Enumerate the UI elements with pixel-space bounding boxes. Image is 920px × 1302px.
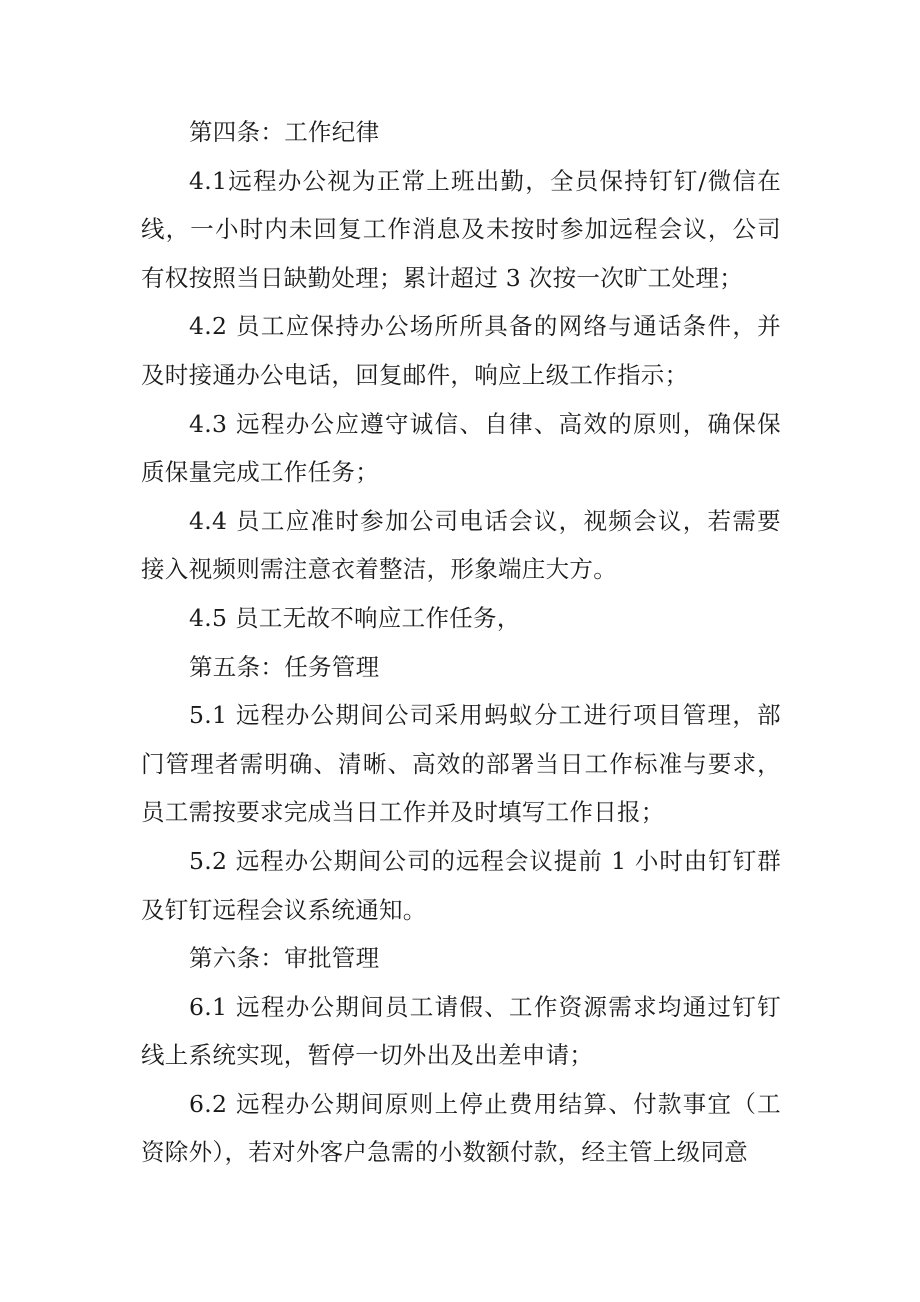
section-heading-6: 第六条：审批管理: [189, 944, 380, 973]
section-heading-4: 第四条：工作纪律: [189, 118, 380, 146]
document-body: [141, 108, 781, 1177]
paragraph-6-2: 6.2 远程办公期间原则上停止费用结算、付款事宜（工资除外），若对外客户急需的小数额付款，经主管上级同意: [141, 1089, 781, 1167]
paragraph-4-5: 4.5 员工无故不响应工作任务，: [189, 603, 521, 632]
paragraph-5-1: 5.1 远程办公期间公司采用蚂蚁分工进行项目管理，部门管理者需明确、清晰、高效的部署当日工作标准与要求，员工需按要求完成当日工作并及时填写工作日报；: [141, 701, 781, 827]
paragraph-4-2: 4.2 员工应保持办公场所所具备的网络与通话条件，并及时接通办公电话，回复邮件，响应上级工作指示；: [141, 312, 781, 389]
paragraph-6-1: 6.1 远程办公期间员工请假、工作资源需求均通过钉钉线上系统实现，暂停一切外出及出差申请；: [141, 992, 781, 1070]
paragraph-5-2: 5.2 远程办公期间公司的远程会议提前 1 小时由钉钉群及钉钉远程会议系统通知。: [141, 846, 781, 924]
paragraph-4-3: 4.3 远程办公应遵守诚信、自律、高效的原则，确保保质保量完成工作任务；: [141, 409, 781, 487]
paragraph-4-4: 4.4 员工应准时参加公司电话会议，视频会议，若需要接入视频则需注意衣着整洁，形象端庄大方。: [141, 506, 781, 584]
section-heading-5: 第五条：任务管理: [189, 652, 380, 681]
paragraph-4-1: 4.1远程办公视为正常上班出勤，全员保持钉钉/微信在线，一小时内未回复工作消息及未按时参加远程会议，公司有权按照当日缺勤处理；累计超过 3 次按一次旷工处理；: [141, 166, 781, 292]
